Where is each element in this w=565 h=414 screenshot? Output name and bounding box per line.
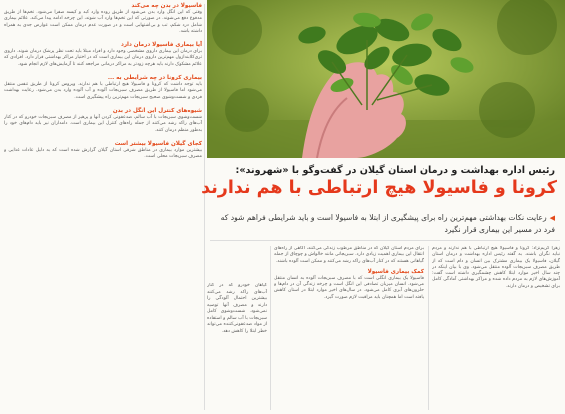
column-divider bbox=[428, 246, 429, 410]
middle-intro: برای مردم استان گیلان که در مناطق مرطوب زندگی می‌کنند، آگاهی از راه‌های انتقال این بیماری اهمیت زیادی دارد. سبزیجاتی مانند خالواش و چوچاق از جمله گیاهانی هستند که در کنار آب‌های راکد رشد می‌کنند و ممکن است آلوده باشند. bbox=[274, 246, 424, 264]
column-divider bbox=[204, 4, 205, 410]
header-divider bbox=[210, 240, 560, 241]
section-text: برای درمان این بیماری داروی مشخصی وجود دارد و افراد مبتلا باید تحت نظر پزشک درمان شوند. داروی تری‌کلابندازول مهم‌ترین داروی درمان این بیماری است که در اختیار مراکز بهداشتی قرار دارد. افرادی که علائم مشکوک دارند باید هرچه زودتر به مراکز درمانی مراجعه کنند تا آزمایش‌های لازم انجام شود. bbox=[4, 49, 202, 67]
herbs-photo-illustration bbox=[207, 0, 565, 158]
section-text: باید توجه داشت که کرونا و فاسیولا هیچ ارتباطی با هم ندارند. ویروس کرونا از طریق تنفس منتقل می‌شود اما فاسیولا از طریق مصرف سبزیجات آلوده و آب آلوده وارد بدن می‌شود. رعایت بهداشت فردی و شست‌وشوی صحیح سبزیجات مهم‌ترین راه پیشگیری است. bbox=[4, 82, 202, 100]
section-heading: شیوه‌های کنترل این انگل در بدن bbox=[112, 107, 202, 114]
sidebar-note-text: گیاهان خودرو که در کنار آب‌های راکد رشد می‌کنند بیشترین احتمال آلودگی را دارند و مصرف آنها توصیه نمی‌شود. شست‌وشوی کامل سبزیجات با آب سالم و استفاده از مواد ضدعفونی‌کننده می‌تواند خطر ابتلا را کاهش دهد. bbox=[207, 283, 267, 334]
left-section-5 bbox=[4, 140, 202, 161]
left-column bbox=[4, 2, 202, 412]
sidebar-note bbox=[207, 283, 267, 411]
left-section-4 bbox=[4, 107, 202, 134]
lead-arrow-icon: ◀ bbox=[549, 214, 555, 222]
section-heading: فاسیولا در بدن چه می‌کند bbox=[131, 3, 202, 9]
middle-column bbox=[274, 246, 424, 410]
right-column bbox=[432, 246, 560, 410]
column-divider bbox=[270, 246, 271, 410]
right-column-text: زهرا کریم‌نژاد: کرونا و فاسیولا هیچ ارتباطی با هم ندارند و مردم نباید نگران باشند. به گفته رئیس اداره بهداشت و درمان استان گیلان، فاسیولا یک بیماری مشترک بین انسان و دام است که از طریق مصرف سبزیجات آلوده منتقل می‌شود. وی با بیان اینکه در چند سال اخیر موارد ابتلا کاهش چشمگیری داشته است گفت: آموزش‌های لازم به مردم داده شده و مراکز بهداشتی آمادگی کامل برای تشخیص و درمان دارند. bbox=[432, 246, 560, 289]
left-section-2 bbox=[4, 41, 202, 68]
left-section-3 bbox=[4, 74, 202, 101]
section-heading: بیماری کرونا در چه شرایطی به ... bbox=[107, 75, 202, 82]
section-text: وقتی که این انگل وارد بدن می‌شود از طریق روده وارد کبد و کیسه صفرا می‌شود. تخم‌ها از طریق مدفوع دفع می‌شوند. در صورتی که این تخم‌ها وارد آب شوند، این چرخه ادامه پیدا می‌کند. علائم بیماری شامل درد شکم، تب و بی‌اشتهایی است و در صورت عدم درمان ممکن است عوارض جدی به همراه داشته باشد. bbox=[4, 10, 202, 34]
article-photo bbox=[207, 0, 565, 158]
article-headline: کرونا و فاسیولا هیچ ارتباطی با هم ندارند bbox=[201, 178, 557, 198]
middle-section-text: فاسیولا یک بیماری انگلی است که با مصرف سبزیجات آلوده به انسان منتقل می‌شود. انسان میزبان تصادفی این انگل است و چرخه زندگی آن در دام‌ها و حلزون‌های آبزی کامل می‌شود. در سال‌های اخیر موارد ابتلا در استان کاهش یافته است اما همچنان باید مراقبت لازم صورت گیرد. bbox=[274, 275, 424, 300]
section-heading: کجای گیلان فاسیولا بیشتر است bbox=[114, 140, 202, 147]
article-lead bbox=[210, 212, 555, 236]
article-kicker: رئیس اداره بهداشت و درمان استان گیلان در گفت‌وگو با «شهروند»: bbox=[235, 165, 555, 176]
lead-text: رعایت نکات بهداشتی مهم‌ترین راه برای پیشگیری از ابتلا به فاسیولا است و باید شرایطی فراهم شود که فرد در مسیر این بیماری قرار نگیرد bbox=[220, 213, 555, 234]
left-section-1 bbox=[4, 2, 202, 35]
section-text: شست‌وشوی سبزیجات با آب سالم، ضدعفونی کردن آنها و پرهیز از مصرف سبزیجات خودرو که در کنار آب‌های راکد رشد می‌کنند از جمله راه‌های کنترل این بیماری است. دامداران نیز باید دام‌های خود را به‌طور منظم درمان کنند. bbox=[4, 114, 202, 133]
middle-section-heading: کمک بیماری فاسیولا bbox=[367, 268, 424, 275]
section-text: بیشترین موارد بیماری در مناطق شرقی استان گیلان گزارش شده است که به دلیل عادات غذایی و مصرف سبزیجات محلی است. bbox=[4, 147, 202, 160]
section-heading: آیا بیماری فاسیولا درمان دارد bbox=[120, 42, 202, 49]
